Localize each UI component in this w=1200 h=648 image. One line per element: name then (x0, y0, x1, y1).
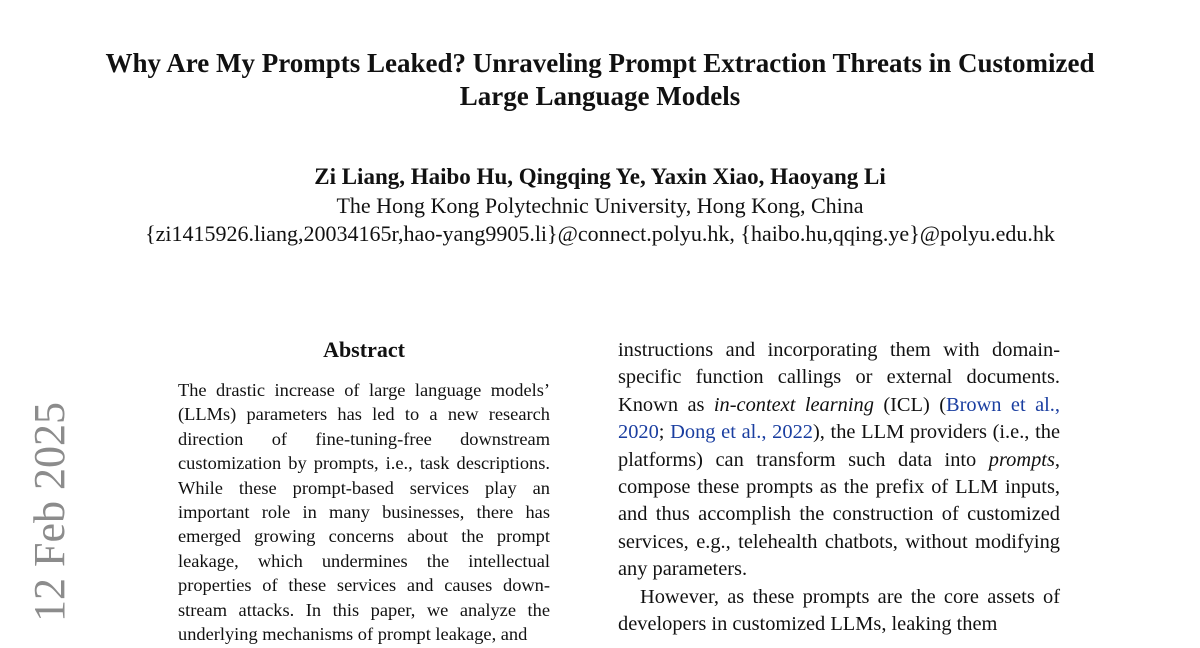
citation-brown-2020[interactable]: Brown et al., 2020 (618, 393, 1060, 444)
intro-p1-text-a: instructions and incorporating them with domain-specific function callings or external documents. Known as (618, 339, 1060, 416)
citation-separator: ; (658, 421, 671, 444)
term-prompts: prompts (988, 448, 1055, 471)
intro-p1-text-c: ), the LLM providers (i.e., the platforms) can transform such data into (618, 421, 1061, 471)
author-affiliation: The Hong Kong Polytechnic University, Hong Kong, China (336, 193, 864, 218)
intro-p1-text-b: (ICL) ( (873, 393, 946, 416)
intro-column (618, 337, 1060, 638)
intro-p1-text-d: , compose these prompts as the prefix of LLM inputs, and thus accomplish the construction of customized services, e.g., telehealth chatbots, without modifying any parameters. (618, 448, 1060, 581)
paper-title: Why Are My Prompts Leaked? Unraveling Prompt Extraction Threats in Customized Large Language Models (105, 48, 1095, 111)
intro-paragraph-1 (618, 337, 1060, 584)
abstract-heading: Abstract (323, 337, 405, 362)
term-in-context-learning: in-context learning (713, 393, 874, 416)
author-emails: {zi1415926.liang,20034165r,hao-yang9905.li}@connect.polyu.hk, {haibo.hu,qqing.ye}@polyu.edu.hk (145, 221, 1055, 246)
arxiv-date-stamp: 12 Feb 2025 (25, 402, 74, 622)
citation-dong-2022[interactable]: Dong et al., 2022 (670, 421, 813, 444)
abstract-body: The drastic increase of large language models’ (LLMs) parameters has led to a new research direction of fine-tuning-free downstream customization by prompts, i.e., task descriptions. While these prompt-based services play an important role in many businesses, there has emerged growing concerns about the prompt leakage, which undermines the intellectual properties of these services and causes downstream attacks. In this paper, we analyze the underlying mechanisms of prompt leakage, and (178, 380, 550, 645)
intro-paragraph-2: However, as these prompts are the core assets of developers in customized LLMs, leaking them (618, 585, 1060, 636)
author-list: Zi Liang, Haibo Hu, Qingqing Ye, Yaxin Xiao, Haoyang Li (314, 164, 886, 189)
